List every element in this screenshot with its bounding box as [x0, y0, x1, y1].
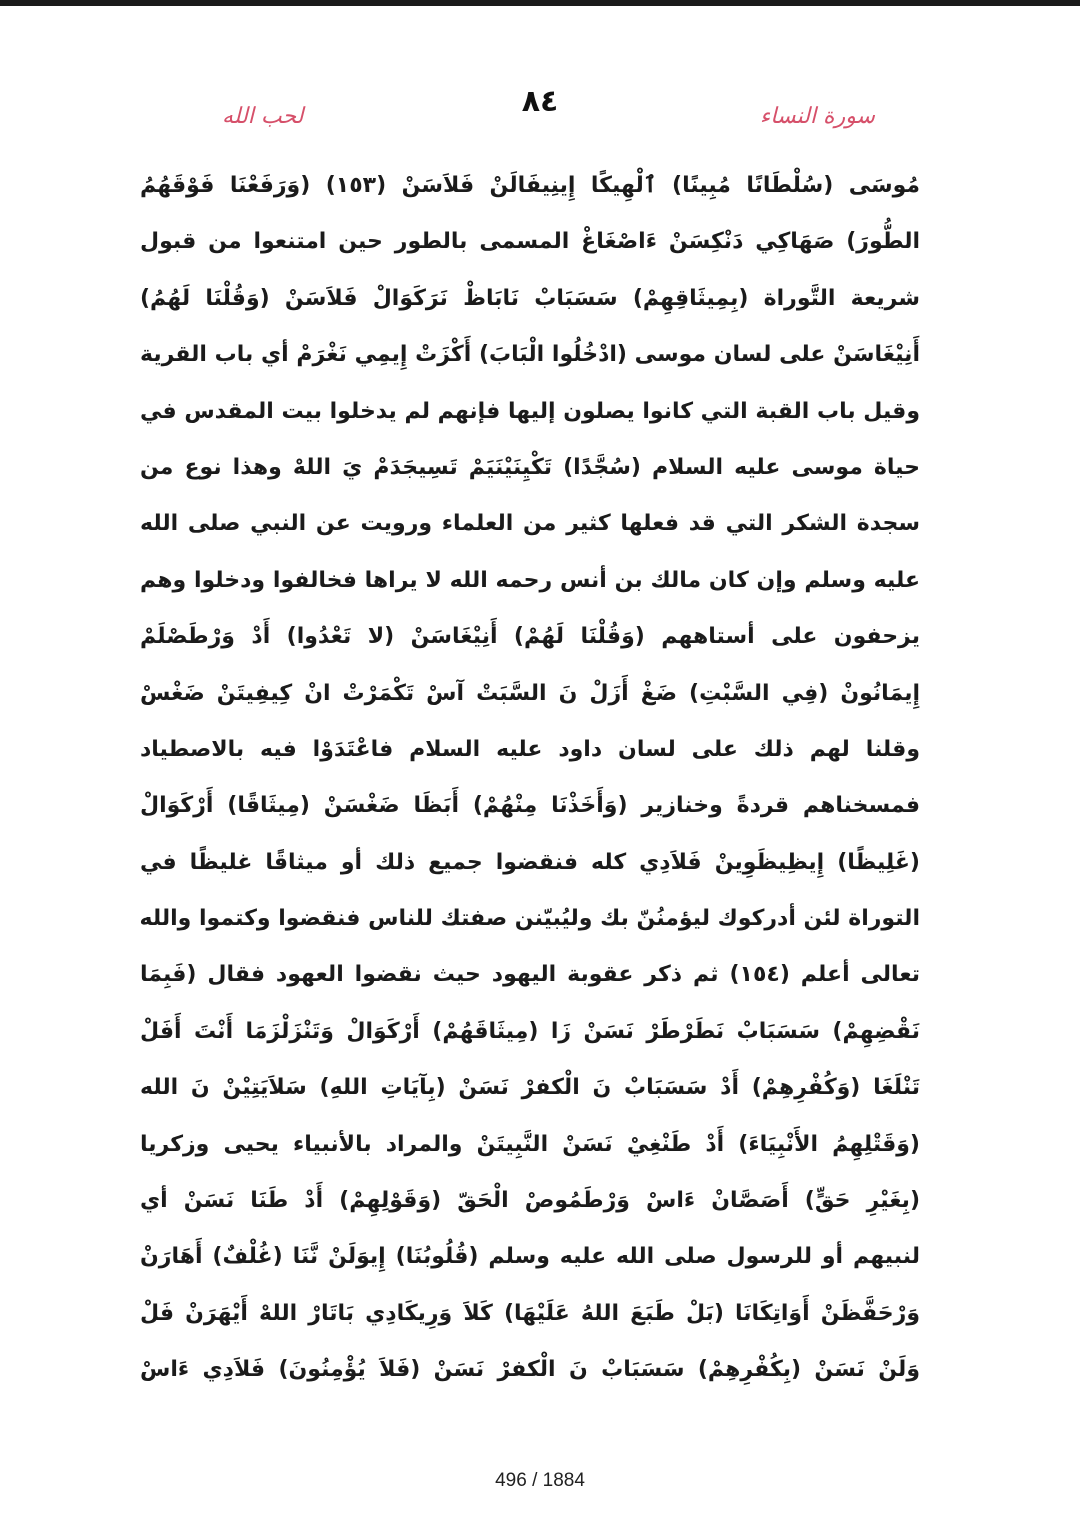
text-line: عليه وسلم وإن كان مالك بن أنس رحمه الله لا يراها فخالفوا ودخلوا وهم — [140, 567, 920, 593]
text-line: حياة موسى عليه السلام (سُجَّدًا) تَكْيِنَيْنَيَمْ تَسِيجَدَمْ يَ اللهْ وهذا نوع من — [140, 454, 920, 480]
margin-note-author: لحب الله — [222, 104, 304, 129]
text-line: إِيمَانُونْ (فِي السَّبْتِ) ضَغْ أَزَلْ نَ السَّبَتْ آسْ تَكْمَرْتْ انْ كِيفِيتَنْ ضَغْسْ — [140, 680, 920, 706]
text-line: لنبيهم أو للرسول صلى الله عليه وسلم (قُلُوبُنَا) إِيوَلَنْ نَّنَا (غُلْفٌ) أَهَارَنْ — [140, 1244, 920, 1270]
text-line: نَقْضِهِمْ) سَسَبَابْ نَطَرْطَرْ نَسَنْ زَا (مِيثَاقَهُمْ) أَرْكَوَالْ وَتَنْزَلْزَمَا أَنْتَ أَفَلْ — [140, 1018, 920, 1044]
text-line: تعالى أعلم (١٥٤) ثم ذكر عقوبة اليهود حيث نقضوا العهود فقال (فَبِمَا — [140, 962, 920, 988]
text-line: وَلَنْ نَسَنْ (بِكُفْرِهِمْ) سَسَبَابْ نَ الْكفرْ نَسَنْ (فَلاَ يُؤْمِنُونَ) فَلاَدِي ءَاسْ — [140, 1357, 920, 1383]
text-line: فمسخناهم قردةً وخنازير (وَأَخَذْنَا مِنْهُمْ) أَبَظَا ضَغْسَنْ (مِيثَاقًا) أَرْكَوَالْ — [140, 793, 920, 819]
margin-note-surah: سورة النساء — [759, 104, 875, 129]
text-line: يزحفون على أستاههم (وَقُلْنَا لَهُمْ) أَنِيْغَاسَنْ (لا تَعْدُوا) أَدْ وَرْطَصْلَمْ — [140, 624, 920, 650]
text-line: تَنْلَغَا (وَكُفْرِهِمْ) أَدْ سَسَبَابْ نَ الْكفرْ نَسَنْ (بِآيَاتِ اللهِ) سَلاَيَتِيْنْ نَ الله — [140, 1075, 920, 1101]
text-line: (غَلِيظًا) إِيظِيظَوِينْ فَلاَدِي كله فنقضوا جميع ذلك أو ميثاقًا غليظًا في — [140, 849, 920, 875]
pagination-indicator: 496 / 1884 — [495, 1470, 585, 1491]
text-line: وقيل باب القبة التي كانوا يصلون إليها فإنهم لم يدخلوا بيت المقدس في — [140, 398, 920, 424]
text-line: وَرْحَفَّظَنْ أَوَاتِكَانَا (بَلْ طَبَعَ اللهُ عَلَيْهَا) كَلاَ وَرِيكَادِي بَاتَارْ اللهْ أَيْهَرَنْ فَلْ — [140, 1300, 920, 1326]
text-line: (بِغَيْرِ حَقٍّ) أَصَصَّانْ ءَاسْ وَرْطَمُوصْ الْحَقّ (وَقَوْلِهِمْ) أَدْ طَنَا نَسَنْ أي — [140, 1188, 920, 1214]
page-number: ٨٤ — [521, 84, 559, 119]
text-line: أَنِيْغَاسَنْ على لسان موسى (ادْخُلُوا الْبَابَ) أَكْزَتْ إِيمِي نَغْرَمْ أي باب القرية — [140, 342, 920, 368]
text-line: سجدة الشكر التي قد فعلها كثير من العلماء ورويت عن النبي صلى الله — [140, 511, 920, 537]
text-line: التوراة لئن أدركوك ليؤمنُنّ بك وليُبيّنن صفتك للناس فنقضوا وكتموا والله — [140, 906, 920, 932]
page-body-text — [140, 158, 920, 1399]
text-line: شريعة التَّوراة (بِمِيثَاقِهِمْ) سَسَبَابْ نَابَاظْ نَرَكَوَالْ فَلاَسَنْ (وَقُلْنَا لَهُمُ) — [140, 285, 920, 311]
page-top-edge — [0, 0, 1080, 6]
text-line: وقلنا لهم ذلك على لسان داود عليه السلام فاعْتَدَوْا فيه بالاصطياد — [140, 736, 920, 762]
text-line: (وَقَتْلِهِمُ الأَنْبِيَاءَ) أَدْ طَنْغِيْ نَسَنْ النَّبِيتَنْ والمراد بالأنبياء يحيى وزكريا — [140, 1131, 920, 1157]
text-line: مُوسَى (سُلْطَانًا مُبِينًا) ٱلْهِيكًا إِينِيفَالَنْ فَلاَسَنْ (١٥٣) (وَرَفَعْنَا فَوْقَهُمُ — [140, 173, 920, 198]
text-line: الطُّورَ) صَهَاكِي دَنْكِسَنْ ءَاصْغَاغْ المسمى بالطور حين امتنعوا من قبول — [140, 229, 920, 255]
